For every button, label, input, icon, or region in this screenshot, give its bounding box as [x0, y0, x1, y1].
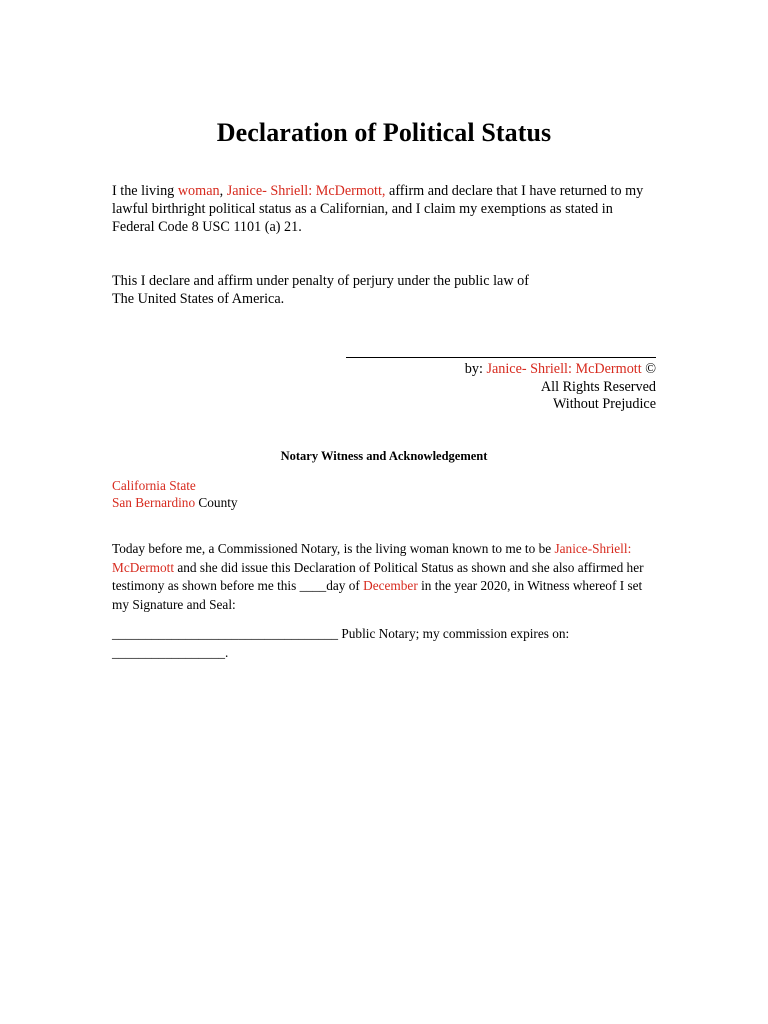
without-prejudice: Without Prejudice [552, 396, 656, 412]
affirmation-paragraph [112, 272, 657, 308]
notary-county-line [112, 494, 412, 511]
notary-body-a: Today before me, a Commissioned Notary, is the living woman known to me to be [112, 541, 555, 556]
declaration-woman: woman [177, 183, 220, 199]
affirmation-line-2: The United States of America. [112, 291, 285, 307]
signature-block [236, 361, 656, 414]
notary-county-suffix: County [195, 495, 238, 510]
signature-by-line [236, 361, 656, 379]
signature-line [346, 357, 656, 358]
notary-state: California State [112, 478, 196, 493]
declaration-text-b: affirm and declare that I have returned to my lawful birthright political status as a Californian, and I claim my exemptions as stated in Federal Code 8 USC 1101 (a) 21. [112, 183, 644, 235]
declaration-paragraph [112, 182, 657, 236]
declaration-text-a: I the living [112, 183, 178, 199]
affirmation-line-1: This I declare and affirm under penalty of perjury under the public law of [112, 273, 529, 289]
notary-body-b: and she did issue this Declaration of Political Status as shown and she also affirmed her testimony as shown before me this ____day of [112, 559, 644, 593]
notary-body-name: Janice-Shriell: McDermott [112, 541, 632, 575]
signature-by-label: by: [464, 361, 487, 377]
notary-month: December [363, 578, 418, 593]
copyright-symbol: © [641, 361, 656, 377]
signature-name: Janice- Shriell: McDermott [486, 361, 642, 377]
notary-body-c: in the year 2020, in Witness whereof I set my Signature and Seal: [112, 578, 643, 612]
declarant-name: Janice- Shriell: McDermott, [226, 183, 386, 199]
document-title: Declaration of Political Status [216, 118, 552, 147]
notary-location [112, 477, 412, 511]
rights-reserved: All Rights Reserved [540, 378, 656, 395]
notary-heading: Notary Witness and Acknowledgement [280, 449, 488, 463]
notary-paragraph [112, 540, 652, 614]
notary-commission-line: __________________________________ Public Notary; my commission expires on: _________________. [112, 626, 570, 660]
declaration-comma: , [219, 183, 227, 199]
notary-county-name: San Bernardino [112, 495, 196, 510]
